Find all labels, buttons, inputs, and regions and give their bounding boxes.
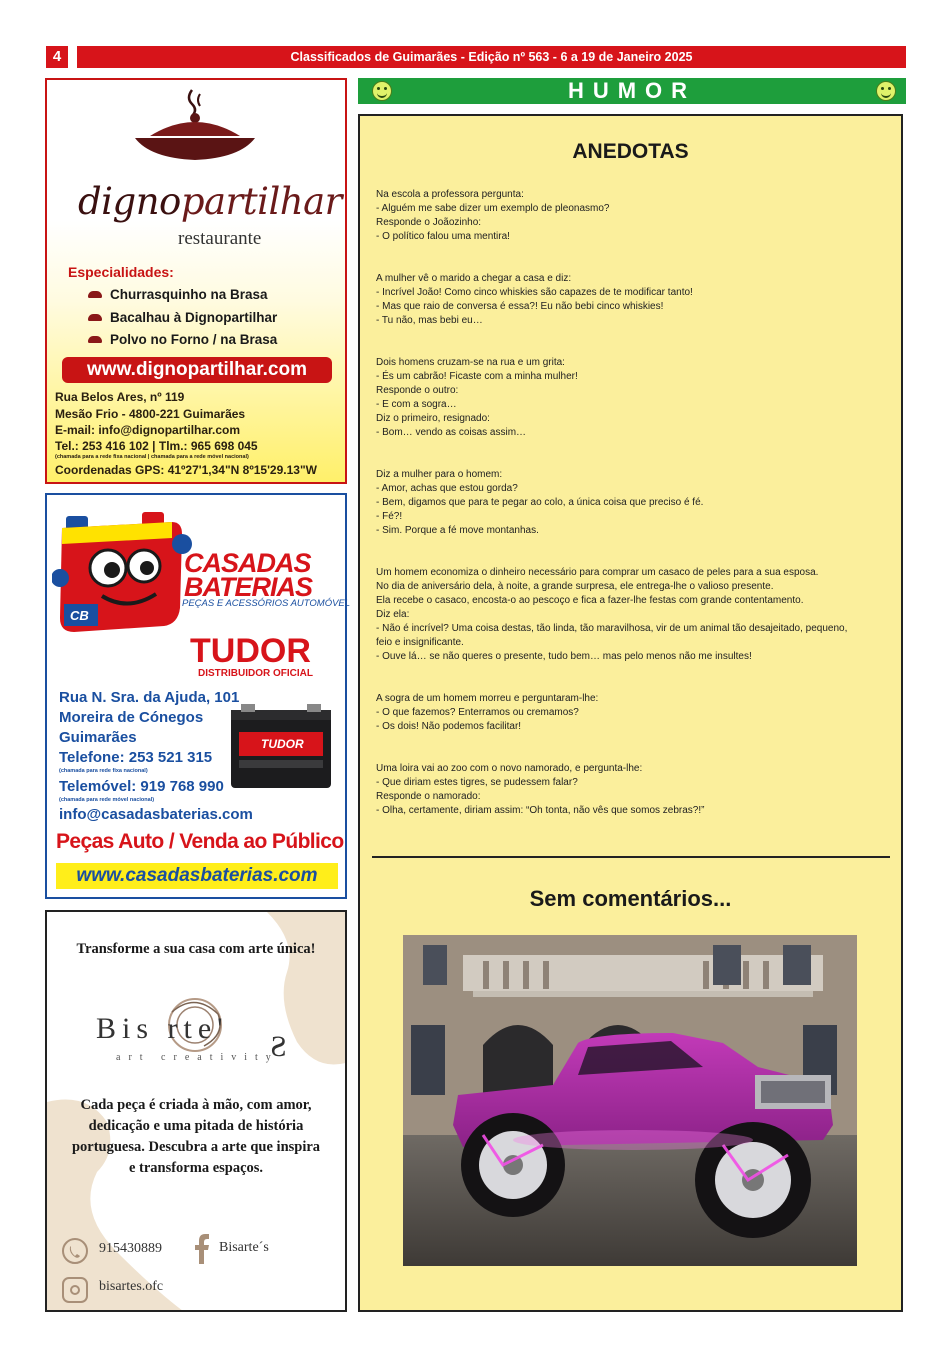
joke-line: - Os dois! Não podemos facilitar! [376,721,522,732]
joke-2 [376,272,888,328]
address-line: Moreira de Cónegos [59,709,204,726]
joke-line: No dia de aniversário dela, à noite, a grande surpresa, ele entrega-lhe o valioso presente. [376,581,774,592]
description-line: portuguesa. Descubra a arte que inspira [71,1139,321,1155]
section-title-bar [358,78,906,104]
joke-line: - Alguém me sabe dizer um exemplo de pleonasmo? [376,203,610,214]
partner-logo: TUDOR [190,632,311,670]
joke-line: - Mas que raio de conversa é essa?! Eu não bebi cinco whiskies! [376,301,664,312]
truck-photo [403,935,857,1266]
joke-line: Diz ela: [376,609,410,620]
tajine-icon [130,86,260,166]
page-number: 4 [46,46,68,68]
mascot-badge: CB [70,608,89,623]
joke-line: Dois homens cruzam-se na rua e um grita: [376,357,565,368]
facebook-handle: Bisarte´s [219,1240,269,1255]
description-line: dedicação e uma pitada de história [88,1118,304,1134]
joke-line: - Olha, certamente, diriam assim: “Oh tonta, não vês que somos zebras?!” [376,805,705,816]
joke-3 [376,356,888,440]
joke-line: - Amor, achas que estou gorda? [376,483,518,494]
joke-line: Uma loira vai ao zoo com o novo namorado, e pergunta-lhe: [376,763,643,774]
joke-line: - Fé?! [376,511,403,522]
joke-line: - Que diriam estes tigres, se pudessem falar? [376,777,578,788]
joke-line: - Bem, digamos que para te pegar ao colo, a única coisa que preciso é fé. [376,497,704,508]
phones-note: (chamada para a rede fixa nacional | chamada para a rede móvel nacional) [55,454,249,460]
phones: Tel.: 253 416 102 | Tlm.: 965 698 045 [55,439,258,453]
joke-line: feio e insignificante. [376,637,464,648]
address-line: Mesão Frio - 4800-221 Guimarães [55,407,246,421]
brand-logo-subtitle: art creativity [116,1052,279,1063]
address-line: Rua Belos Ares, nº 119 [55,390,185,404]
joke-line: - És um cabrão! Ficaste com a minha mulher! [376,371,578,382]
brand-subtitle: restaurante [178,228,262,249]
specialties-label: Especialidades: [68,264,174,280]
joke-5 [376,566,888,664]
brand-part-1: digno [78,180,181,223]
joke-line: - Não é incrível? Uma coisa destas, tão linda, tão maravilhosa, vir de um animal tão desajeitado, pequeno, [376,623,848,634]
joke-line: A mulher vê o marido a chegar a casa e diz: [376,273,572,284]
brand-logo [78,180,342,223]
joke-line: - E com a sogra… [376,399,457,410]
gps: Coordenadas GPS: 41º27'1,34"N 8º15'29.13"W [55,463,317,477]
phone-icon [62,1238,88,1264]
description-line: Cada peça é criada à mão, com amor, [80,1097,312,1113]
address-line: Rua N. Sra. da Ajuda, 101 [59,689,240,706]
joke-line: Um homem economiza o dinheiro necessário para comprar um casaco de peles para a sua esposa. [376,567,819,578]
battery-label: TUDOR [261,737,304,751]
joke-line: Ela recebe o casaco, encosta-o ao pescoço e fica a fazer-lhe festas com grande contentamento. [376,595,804,606]
website-link[interactable]: www.casadasbaterias.com [56,863,338,889]
phone-number: 915430889 [99,1241,162,1256]
description-line: e transforma espaços. [128,1160,264,1176]
car-battery-icon [225,700,337,792]
joke-line: - Bom… vendo as coisas assim… [376,427,527,438]
battery-mascot-icon [52,508,192,638]
no-comment-title: Sem comentários... [529,886,732,911]
brand-part-2: partilhar [180,180,342,223]
joke-line: Diz o primeiro, resignado: [376,413,490,424]
joke-line: - O que fazemos? Enterramos ou cremamos? [376,707,579,718]
logo-mirrored-s: S [270,1030,287,1063]
smiley-left-icon [372,81,392,101]
website-link[interactable]: www.dignopartilhar.com [62,357,332,383]
partner-subtitle: DISTRIBUIDOR OFICIAL [198,668,313,679]
joke-7 [376,762,888,818]
joke-line: - Sim. Porque a fé move montanhas. [376,525,539,536]
address-line: Guimarães [59,729,137,746]
joke-line: - O político falou uma mentira! [376,231,510,242]
section-title: HUMOR [567,78,697,103]
wheel [461,1113,565,1217]
joke-line: - Tu não, mas bebi eu… [376,315,483,326]
slogan: Peças Auto / Venda ao Público [56,830,344,853]
smiley-right-icon [876,81,896,101]
joke-line: - Ouve lá… se não queres o presente, tudo bem… mas pelo menos não me insultes! [376,651,752,662]
joke-line: Responde o Joãozinho: [376,217,482,228]
joke-line: Na escola a professora pergunta: [376,189,524,200]
joke-6 [376,692,888,734]
jokes-title: ANEDOTAS [572,140,689,163]
brand-logo-text: Bis rte' [96,1012,229,1045]
joke-1 [376,188,888,244]
divider [372,856,890,858]
joke-line: - Incrível João! Como cinco whiskies são capazes de te modificar tanto! [376,287,693,298]
facebook-icon [194,1234,210,1264]
instagram-handle: bisartes.ofc [99,1279,164,1294]
phone-note: (chamada para rede fixa nacional) [59,768,148,774]
specialty-item: Bacalhau à Dignopartilhar [88,310,277,325]
mobile: Telemóvel: 919 768 990 [59,778,224,795]
joke-line: Diz a mulher para o homem: [376,469,503,480]
instagram-icon [62,1277,88,1303]
joke-line: Responde o outro: [376,385,459,396]
email: E-mail: info@dignopartilhar.com [55,423,241,437]
specialty-item: Churrasquinho na Brasa [88,287,268,302]
brand-line-1: CASADAS [184,548,311,578]
brand-line-2: BATERIAS [184,572,313,602]
specialty-item: Polvo no Forno / na Brasa [88,332,277,347]
page-header: Classificados de Guimarães - Edição nº 563 - 6 a 19 de Janeiro 2025 [77,46,906,68]
mobile-note: (chamada para rede móvel nacional) [59,797,155,803]
tagline: Transforme a sua casa com arte única! [76,941,316,957]
joke-line: Responde o namorado: [376,791,481,802]
joke-4 [376,468,888,538]
email: info@casadasbaterias.com [59,806,253,823]
joke-line: A sogra de um homem morreu e perguntaram-lhe: [376,693,599,704]
phone: Telefone: 253 521 315 [59,749,213,766]
brand-tagline: PEÇAS E ACESSÓRIOS AUTOMÓVEL [182,598,351,609]
